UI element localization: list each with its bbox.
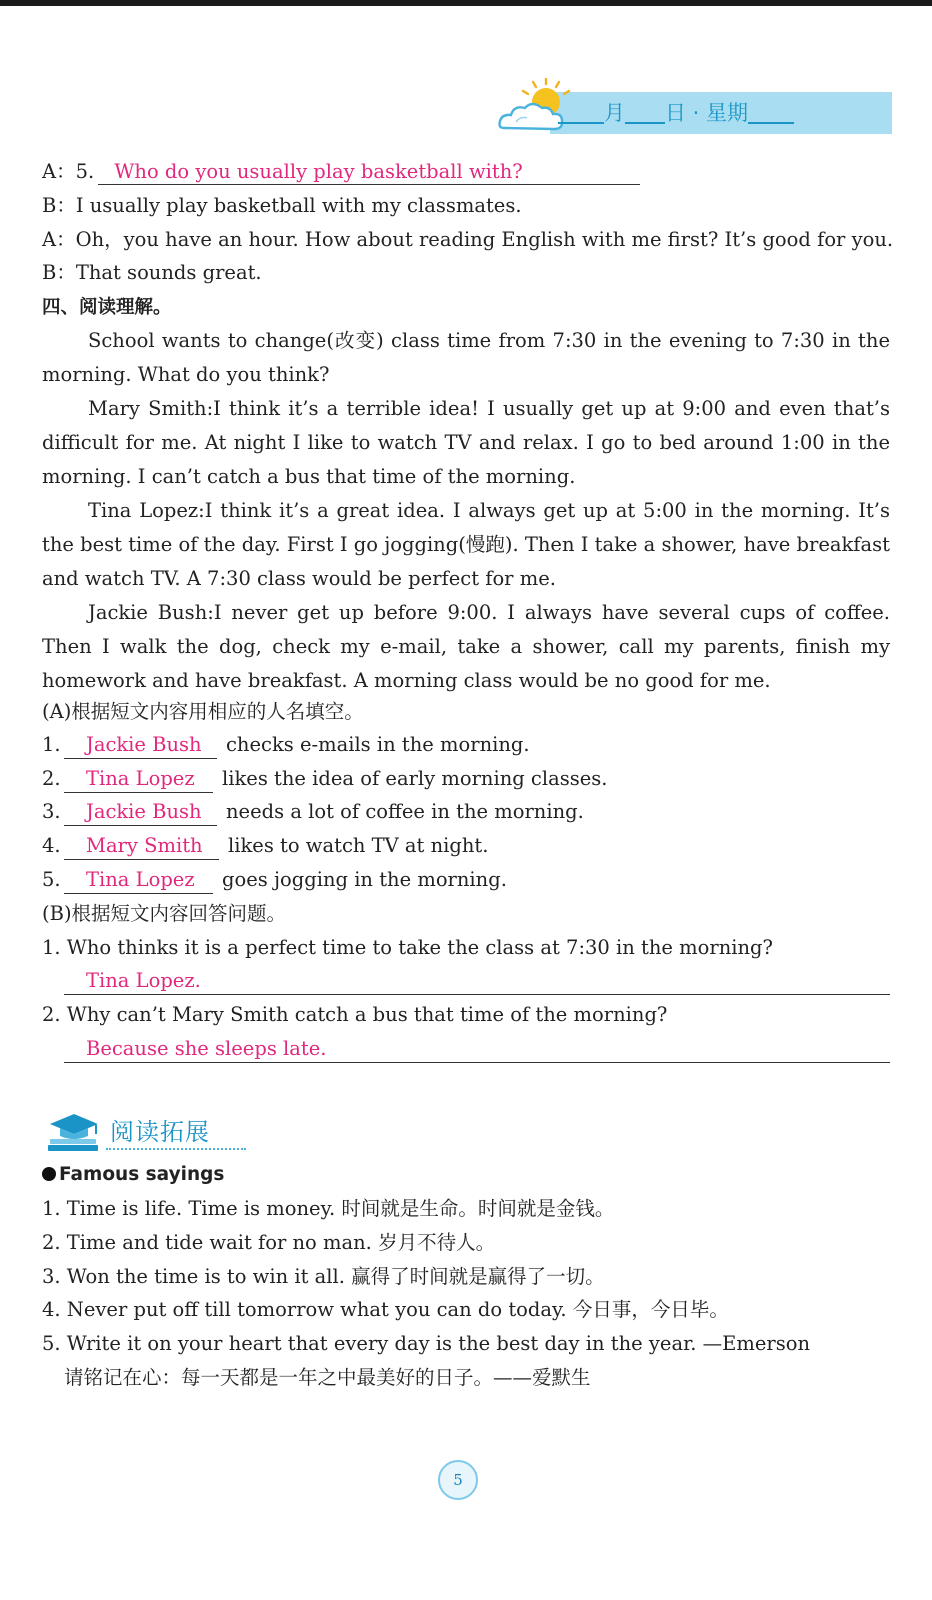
partA-item-5 — [42, 866, 507, 894]
item-answer: Tina Lopez — [86, 868, 195, 891]
q5-label: A：5. — [42, 160, 95, 183]
passage-paragraph-3: Tina Lopez:I think it’s a great idea. I always get up at 5:00 in the morning. It’s the best time of the day. First I go jogging(慢跑). Then I take a shower, have breakfast and watch TV. A 7:30 class would be perfect for me. — [42, 499, 890, 590]
extension-title: 阅读拓展 — [110, 1118, 210, 1146]
page-number-badge — [438, 1460, 478, 1500]
passage-paragraph-2: Mary Smith:I think it’s a terrible idea! I usually get up at 9:00 and even that’s difficult for me. At night I like to watch TV and relax. I go to bed around 1:00 in the morning. I can’t catch a bus that time of the morning. — [42, 397, 890, 488]
partB-line-1 — [64, 994, 890, 995]
partB-question-2: 2. Why can’t Mary Smith catch a bus that time of the morning? — [42, 1003, 668, 1026]
q5-answer: Who do you usually play basketball with? — [114, 160, 523, 183]
bullet-icon — [42, 1167, 56, 1181]
day-label: 日 · 星期 — [665, 101, 749, 125]
date-header — [496, 78, 892, 138]
saying-4: 4. Never put off till tomorrow what you can do today. 今日事，今日毕。 — [42, 1298, 729, 1321]
reading-heading: 四、阅读理解。 — [42, 297, 172, 318]
reading-passage — [42, 324, 890, 698]
saying-3: 3. Won the time is to win it all. 赢得了时间就是赢得了一切。 — [42, 1265, 605, 1288]
item-text: likes the idea of early morning classes. — [222, 767, 608, 790]
item-number: 5. — [42, 868, 61, 891]
partB-question-1: 1. Who thinks it is a perfect time to take the class at 7:30 in the morning? — [42, 936, 773, 959]
partB-heading: (B)根据短文内容回答问题。 — [42, 902, 287, 925]
partA-line-5 — [64, 893, 213, 894]
dialogue-q5 — [42, 158, 523, 186]
dialogue-b2: B：That sounds great. — [42, 261, 262, 284]
item-answer: Jackie Bush — [86, 800, 202, 823]
q5-answer-line — [98, 184, 640, 185]
dialogue-b1: B：I usually play basketball with my classmates. — [42, 194, 522, 217]
famous-sayings-label: Famous sayings — [59, 1164, 225, 1185]
page-number: 5 — [453, 1471, 463, 1489]
partB-answer-1: Tina Lopez. — [86, 969, 201, 992]
top-border — [0, 0, 932, 6]
item-text: goes jogging in the morning. — [222, 868, 507, 891]
date-fields — [558, 92, 858, 134]
item-number: 4. — [42, 834, 61, 857]
partA-item-3 — [42, 798, 584, 826]
item-number: 2. — [42, 767, 61, 790]
month-blank[interactable] — [558, 92, 604, 124]
partA-line-4 — [64, 859, 219, 860]
item-number: 3. — [42, 800, 61, 823]
passage-paragraph-4: Jackie Bush:I never get up before 9:00. I always have several cups of coffee. Then I walk the dog, check my e-mail, take a shower, call my parents, finish my homework and have breakfast. A morning class would be no good for me. — [42, 601, 890, 692]
passage-paragraph-1: School wants to change(改变) class time from 7:30 in the evening to 7:30 in the morning. What do you think? — [42, 329, 890, 386]
partB-line-2 — [64, 1062, 890, 1063]
partA-item-1 — [42, 731, 530, 759]
item-answer: Mary Smith — [86, 834, 203, 857]
partA-item-2 — [42, 765, 608, 793]
item-answer: Tina Lopez — [86, 767, 195, 790]
item-text: checks e-mails in the morning. — [226, 733, 530, 756]
weekday-blank[interactable] — [748, 92, 794, 124]
famous-sayings-heading — [42, 1161, 224, 1189]
item-answer: Jackie Bush — [86, 733, 202, 756]
partA-line-2 — [64, 792, 213, 793]
saying-5-translation: 请铭记在心：每一天都是一年之中最美好的日子。——爱默生 — [64, 1366, 591, 1389]
extension-header — [44, 1108, 254, 1156]
title-dotted-underline — [106, 1148, 246, 1150]
partA-line-1 — [64, 758, 217, 759]
partA-heading: (A)根据短文内容用相应的人名填空。 — [42, 700, 364, 723]
saying-1: 1. Time is life. Time is money. 时间就是生命。时间就是金钱。 — [42, 1197, 615, 1220]
graduation-books-icon — [44, 1110, 104, 1154]
dialogue-a2: A：Oh，you have an hour. How about reading English with me first? It’s good for you. — [42, 228, 894, 251]
item-number: 1. — [42, 733, 61, 756]
item-text: likes to watch TV at night. — [228, 834, 489, 857]
partA-line-3 — [64, 825, 217, 826]
saying-2: 2. Time and tide wait for no man. 岁月不待人。 — [42, 1231, 496, 1254]
partA-item-4 — [42, 832, 489, 860]
day-blank[interactable] — [625, 92, 665, 124]
partB-answer-2: Because she sleeps late. — [86, 1037, 327, 1060]
month-label: 月 — [604, 101, 625, 125]
saying-5: 5. Write it on your heart that every day is the best day in the year. —Emerson — [42, 1332, 811, 1355]
item-text: needs a lot of coffee in the morning. — [226, 800, 584, 823]
